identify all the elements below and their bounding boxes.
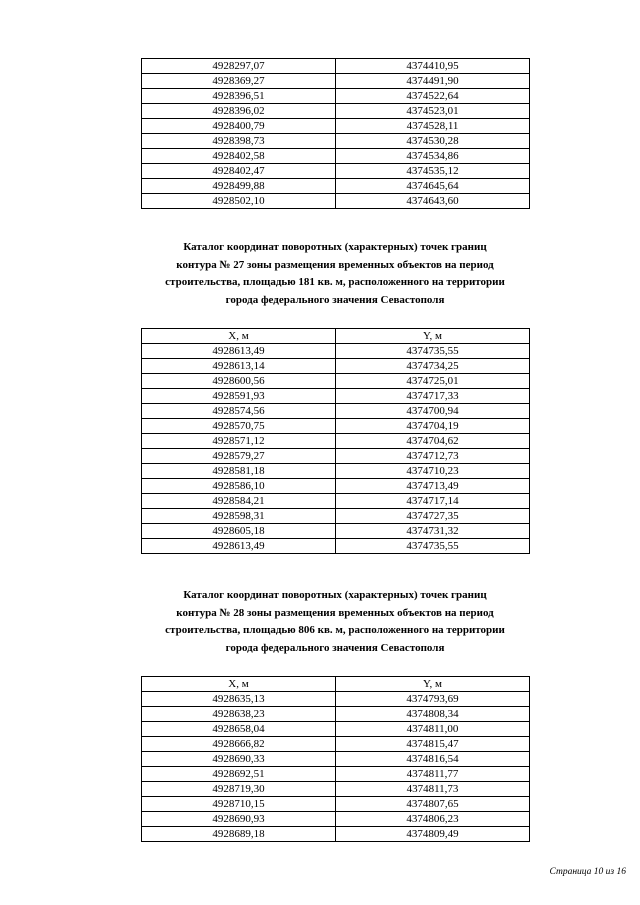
cell-x-coordinate: 4928658,04 <box>142 722 336 737</box>
table-row <box>142 389 530 404</box>
cell-x-coordinate: 4928584,21 <box>142 494 336 509</box>
caption-line: контура № 27 зоны размещения временных объектов на период <box>176 258 494 271</box>
column-header-x: X, м <box>142 677 336 692</box>
cell-x-coordinate: 4928638,23 <box>142 707 336 722</box>
cell-y-coordinate: 4374523,01 <box>336 104 530 119</box>
table-row <box>142 419 530 434</box>
cell-y-coordinate: 4374700,94 <box>336 404 530 419</box>
cell-y-coordinate: 4374713,49 <box>336 479 530 494</box>
table-row <box>142 509 530 524</box>
table-row <box>142 494 530 509</box>
cell-y-coordinate: 4374712,73 <box>336 449 530 464</box>
table-row <box>142 104 530 119</box>
table-row <box>142 434 530 449</box>
table-body <box>142 692 530 842</box>
cell-x-coordinate: 4928502,10 <box>142 194 336 209</box>
cell-y-coordinate: 4374491,90 <box>336 74 530 89</box>
cell-x-coordinate: 4928719,30 <box>142 782 336 797</box>
table-row <box>142 179 530 194</box>
caption-line: строительства, площадью 806 кв. м, расположенного на территории <box>165 624 505 636</box>
table-body <box>142 344 530 554</box>
cell-y-coordinate: 4374815,47 <box>336 737 530 752</box>
cell-x-coordinate: 4928692,51 <box>142 767 336 782</box>
table-row <box>142 692 530 707</box>
cell-y-coordinate: 4374811,00 <box>336 722 530 737</box>
cell-x-coordinate: 4928613,49 <box>142 539 336 554</box>
table-row <box>142 74 530 89</box>
cell-x-coordinate: 4928710,15 <box>142 797 336 812</box>
table-row <box>142 797 530 812</box>
cell-y-coordinate: 4374704,19 <box>336 419 530 434</box>
table-row <box>142 722 530 737</box>
caption-line: строительства, площадью 181 кв. м, расположенного на территории <box>165 276 505 288</box>
cell-y-coordinate: 4374811,77 <box>336 767 530 782</box>
column-header-y: Y, м <box>336 329 530 344</box>
catalog-caption-contour-27 <box>100 239 570 309</box>
cell-y-coordinate: 4374534,86 <box>336 149 530 164</box>
caption-line: города федерального значения Севастополя <box>225 293 445 306</box>
cell-y-coordinate: 4374811,73 <box>336 782 530 797</box>
cell-y-coordinate: 4374717,33 <box>336 389 530 404</box>
table-row <box>142 767 530 782</box>
table-row <box>142 737 530 752</box>
cell-x-coordinate: 4928402,58 <box>142 149 336 164</box>
cell-x-coordinate: 4928571,12 <box>142 434 336 449</box>
cell-x-coordinate: 4928297,07 <box>142 59 336 74</box>
cell-x-coordinate: 4928613,49 <box>142 344 336 359</box>
table-row <box>142 194 530 209</box>
cell-x-coordinate: 4928605,18 <box>142 524 336 539</box>
table-row <box>142 134 530 149</box>
table-row <box>142 782 530 797</box>
cell-x-coordinate: 4928690,93 <box>142 812 336 827</box>
cell-x-coordinate: 4928579,27 <box>142 449 336 464</box>
cell-y-coordinate: 4374807,65 <box>336 797 530 812</box>
cell-x-coordinate: 4928396,51 <box>142 89 336 104</box>
cell-y-coordinate: 4374704,62 <box>336 434 530 449</box>
cell-x-coordinate: 4928570,75 <box>142 419 336 434</box>
column-header-y: Y, м <box>336 677 530 692</box>
cell-x-coordinate: 4928369,27 <box>142 74 336 89</box>
cell-y-coordinate: 4374735,55 <box>336 344 530 359</box>
cell-x-coordinate: 4928398,73 <box>142 134 336 149</box>
cell-x-coordinate: 4928666,82 <box>142 737 336 752</box>
cell-x-coordinate: 4928586,10 <box>142 479 336 494</box>
table-header <box>142 329 530 344</box>
table-row <box>142 59 530 74</box>
cell-x-coordinate: 4928689,18 <box>142 827 336 842</box>
cell-x-coordinate: 4928600,56 <box>142 374 336 389</box>
table-row <box>142 119 530 134</box>
cell-y-coordinate: 4374530,28 <box>336 134 530 149</box>
coordinates-table-continued <box>141 58 530 209</box>
table-row <box>142 164 530 179</box>
cell-y-coordinate: 4374731,32 <box>336 524 530 539</box>
cell-y-coordinate: 4374725,01 <box>336 374 530 389</box>
table-row <box>142 464 530 479</box>
cell-y-coordinate: 4374734,25 <box>336 359 530 374</box>
cell-y-coordinate: 4374735,55 <box>336 539 530 554</box>
table-header <box>142 677 530 692</box>
cell-y-coordinate: 4374645,64 <box>336 179 530 194</box>
page-number: Страница 10 из 16 <box>549 867 626 877</box>
table-row <box>142 89 530 104</box>
cell-x-coordinate: 4928402,47 <box>142 164 336 179</box>
cell-y-coordinate: 4374727,35 <box>336 509 530 524</box>
table-row <box>142 539 530 554</box>
column-header-x: X, м <box>142 329 336 344</box>
caption-line: города федерального значения Севастополя <box>225 641 445 654</box>
coordinates-table-contour-28 <box>141 676 530 842</box>
table-row <box>142 479 530 494</box>
cell-y-coordinate: 4374809,49 <box>336 827 530 842</box>
cell-y-coordinate: 4374528,11 <box>336 119 530 134</box>
table-row <box>142 359 530 374</box>
table-row <box>142 752 530 767</box>
cell-x-coordinate: 4928499,88 <box>142 179 336 194</box>
coordinates-table-contour-27 <box>141 328 530 554</box>
table-row <box>142 524 530 539</box>
header-row <box>142 329 530 344</box>
table-row <box>142 404 530 419</box>
cell-x-coordinate: 4928591,93 <box>142 389 336 404</box>
cell-y-coordinate: 4374535,12 <box>336 164 530 179</box>
table-row <box>142 344 530 359</box>
caption-line: Каталог координат поворотных (характерных) точек границ <box>183 589 487 601</box>
cell-x-coordinate: 4928635,13 <box>142 692 336 707</box>
table-row <box>142 374 530 389</box>
cell-x-coordinate: 4928598,31 <box>142 509 336 524</box>
cell-y-coordinate: 4374816,54 <box>336 752 530 767</box>
table-row <box>142 707 530 722</box>
cell-y-coordinate: 4374793,69 <box>336 692 530 707</box>
table-row <box>142 149 530 164</box>
caption-line: Каталог координат поворотных (характерных) точек границ <box>183 241 487 253</box>
cell-y-coordinate: 4374410,95 <box>336 59 530 74</box>
cell-x-coordinate: 4928574,56 <box>142 404 336 419</box>
cell-y-coordinate: 4374808,34 <box>336 707 530 722</box>
cell-x-coordinate: 4928581,18 <box>142 464 336 479</box>
cell-y-coordinate: 4374806,23 <box>336 812 530 827</box>
table-body <box>142 59 530 209</box>
cell-y-coordinate: 4374522,64 <box>336 89 530 104</box>
catalog-caption-contour-28 <box>100 587 570 657</box>
cell-y-coordinate: 4374717,14 <box>336 494 530 509</box>
cell-x-coordinate: 4928613,14 <box>142 359 336 374</box>
cell-x-coordinate: 4928690,33 <box>142 752 336 767</box>
cell-y-coordinate: 4374710,23 <box>336 464 530 479</box>
cell-y-coordinate: 4374643,60 <box>336 194 530 209</box>
header-row <box>142 677 530 692</box>
table-row <box>142 827 530 842</box>
cell-x-coordinate: 4928400,79 <box>142 119 336 134</box>
table-row <box>142 449 530 464</box>
table-row <box>142 812 530 827</box>
caption-line: контура № 28 зоны размещения временных объектов на период <box>176 606 494 619</box>
cell-x-coordinate: 4928396,02 <box>142 104 336 119</box>
